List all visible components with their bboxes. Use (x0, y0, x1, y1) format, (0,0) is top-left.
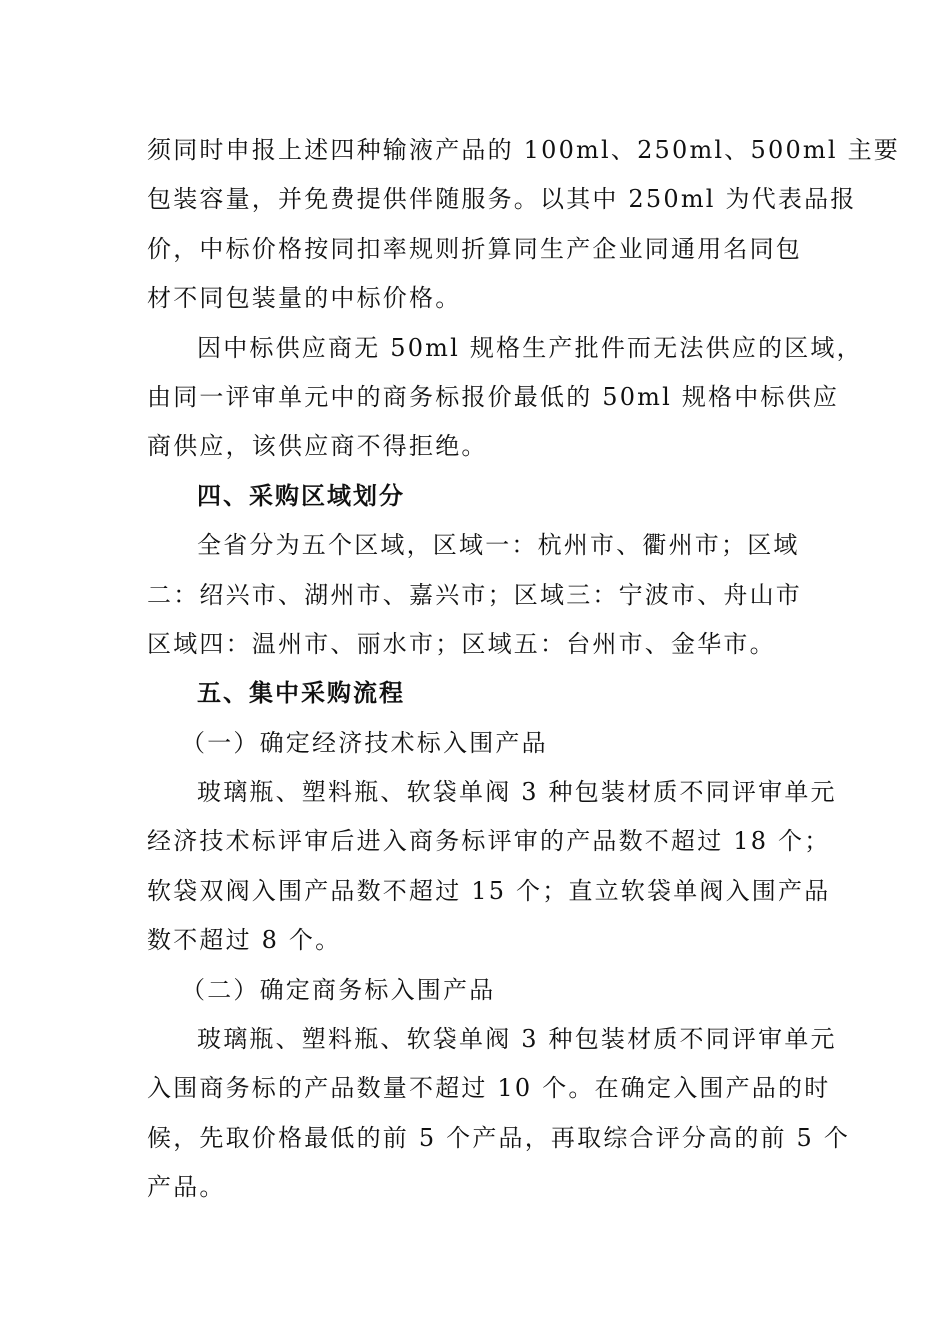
paragraph-line: 因中标供应商无 50ml 规格生产批件而无法供应的区域， (197, 333, 863, 362)
paragraph-line: 经济技术标评审后进入商务标评审的产品数不超过 18 个； (147, 827, 831, 856)
paragraph-line: 商供应，该供应商不得拒绝。 (147, 432, 488, 461)
paragraph-line: 二：绍兴市、湖州市、嘉兴市；区域三：宁波市、舟山市 (147, 580, 802, 609)
subsection-heading: （一）确定经济技术标入围产品 (181, 728, 548, 757)
paragraph-line: 数不超过 8 个。 (147, 926, 342, 955)
section-heading: 五、集中采购流程 (197, 679, 405, 708)
paragraph-line: 玻璃瓶、塑料瓶、软袋单阀 3 种包装材质不同评审单元 (197, 778, 837, 807)
paragraph-line: 入围商务标的产品数量不超过 10 个。在确定入围产品的时 (147, 1074, 831, 1103)
document-page (147, 126, 900, 1213)
paragraph-line: 候，先取价格最低的前 5 个产品，再取综合评分高的前 5 个 (147, 1123, 851, 1152)
paragraph-line: 玻璃瓶、塑料瓶、软袋单阀 3 种包装材质不同评审单元 (197, 1025, 837, 1054)
section-heading: 四、采购区域划分 (197, 481, 405, 510)
paragraph-line: 软袋双阀入围产品数不超过 15 个；直立软袋单阀入围产品 (147, 876, 831, 905)
paragraph-line: 价，中标价格按同扣率规则折算同生产企业同通用名同包 (147, 234, 802, 263)
subsection-heading: （二）确定商务标入围产品 (181, 975, 496, 1004)
paragraph-line: 材不同包装量的中标价格。 (147, 284, 462, 313)
paragraph-line: 包装容量，并免费提供伴随服务。以其中 250ml 为代表品报 (147, 185, 857, 214)
paragraph-line: 由同一评审单元中的商务标报价最低的 50ml 规格中标供应 (147, 382, 840, 411)
paragraph-line: 须同时申报上述四种输液产品的 100ml、250ml、500ml 主要 (147, 136, 900, 164)
paragraph-line: 区域四：温州市、丽水市；区域五：台州市、金华市。 (147, 629, 776, 658)
paragraph-line: 全省分为五个区域，区域一：杭州市、衢州市；区域 (197, 531, 800, 560)
paragraph-line: 产品。 (147, 1173, 226, 1202)
